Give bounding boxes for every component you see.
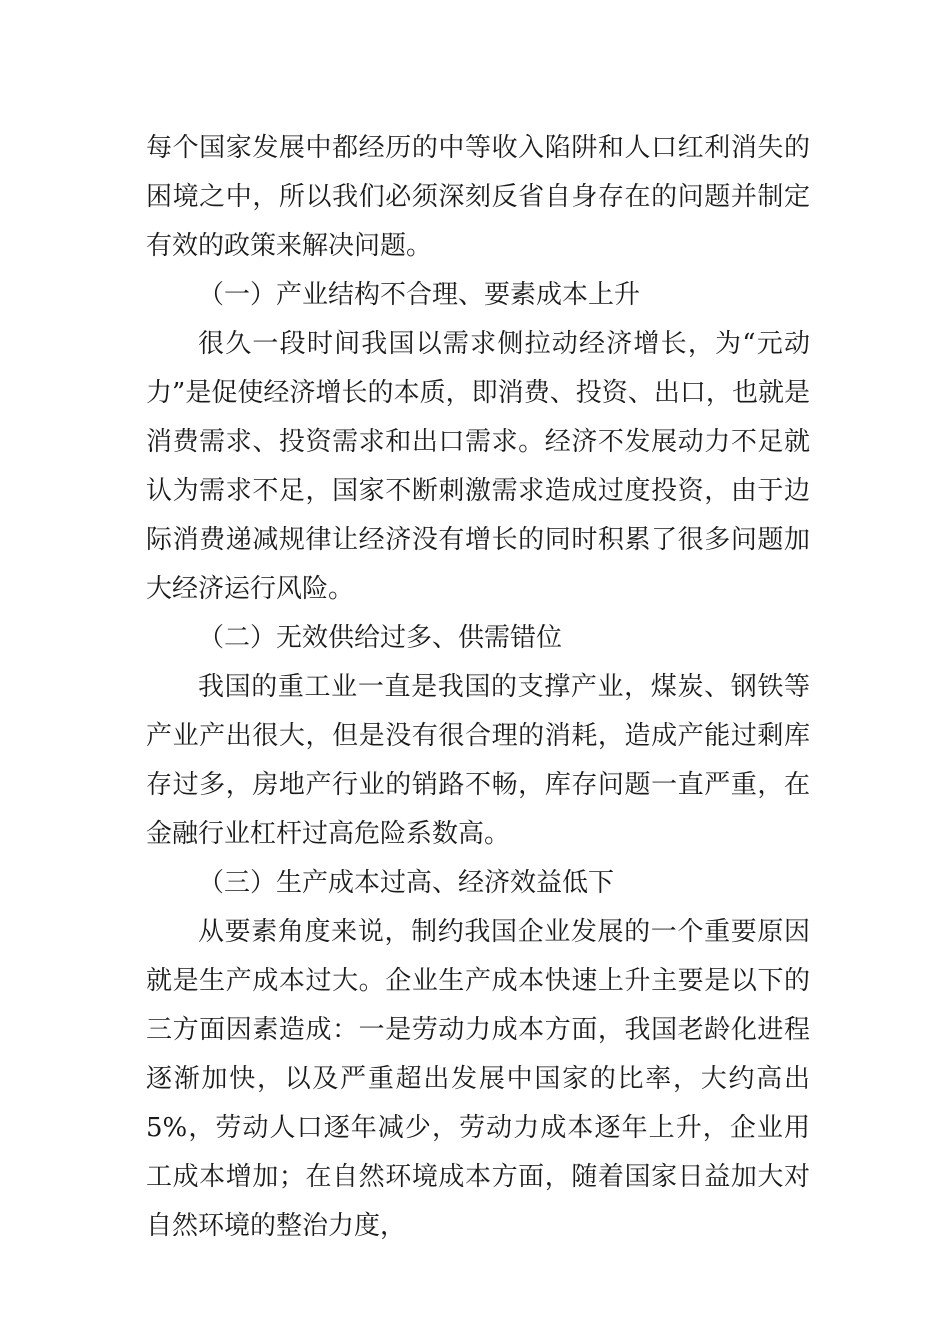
document-page	[146, 124, 810, 1251]
paragraph-production-cost: 从要素角度来说，制约我国企业发展的一个重要原因就是生产成本过大。企业生产成本快速上升主要是以下的三方面因素造成：一是劳动力成本方面，我国老龄化进程逐渐加快，以及严重超出发展中国家的比率，大约高出5%，劳动人口逐年减少，劳动力成本逐年上升，企业用工成本增加；在自然环境成本方面，随着国家日益加大对自然环境的整治力度，	[146, 917, 810, 1241]
section-heading-3: （三）生产成本过高、经济效益低下	[198, 868, 615, 898]
paragraph-heavy-industry: 我国的重工业一直是我国的支撑产业，煤炭、钢铁等产业产出很大，但是没有很合理的消耗，造成产能过剩库存过多，房地产行业的销路不畅，库存问题一直严重，在金融行业杠杆过高危险系数高。	[146, 672, 810, 849]
paragraph-continued: 每个国家发展中都经历的中等收入陷阱和人口红利消失的困境之中，所以我们必须深刻反省自身存在的问题并制定有效的政策来解决问题。	[146, 133, 810, 261]
paragraph-demand-side: 很久一段时间我国以需求侧拉动经济增长，为“元动力”是促使经济增长的本质，即消费、投资、出口，也就是消费需求、投资需求和出口需求。经济不发展动力不足就认为需求不足，国家不断刺激需求造成过度投资，由于边际消费递减规律让经济没有增长的同时积累了很多问题加大经济运行风险。	[146, 329, 810, 604]
section-heading-2: （二）无效供给过多、供需错位	[198, 623, 563, 653]
section-heading-1: （一）产业结构不合理、要素成本上升	[198, 280, 641, 310]
